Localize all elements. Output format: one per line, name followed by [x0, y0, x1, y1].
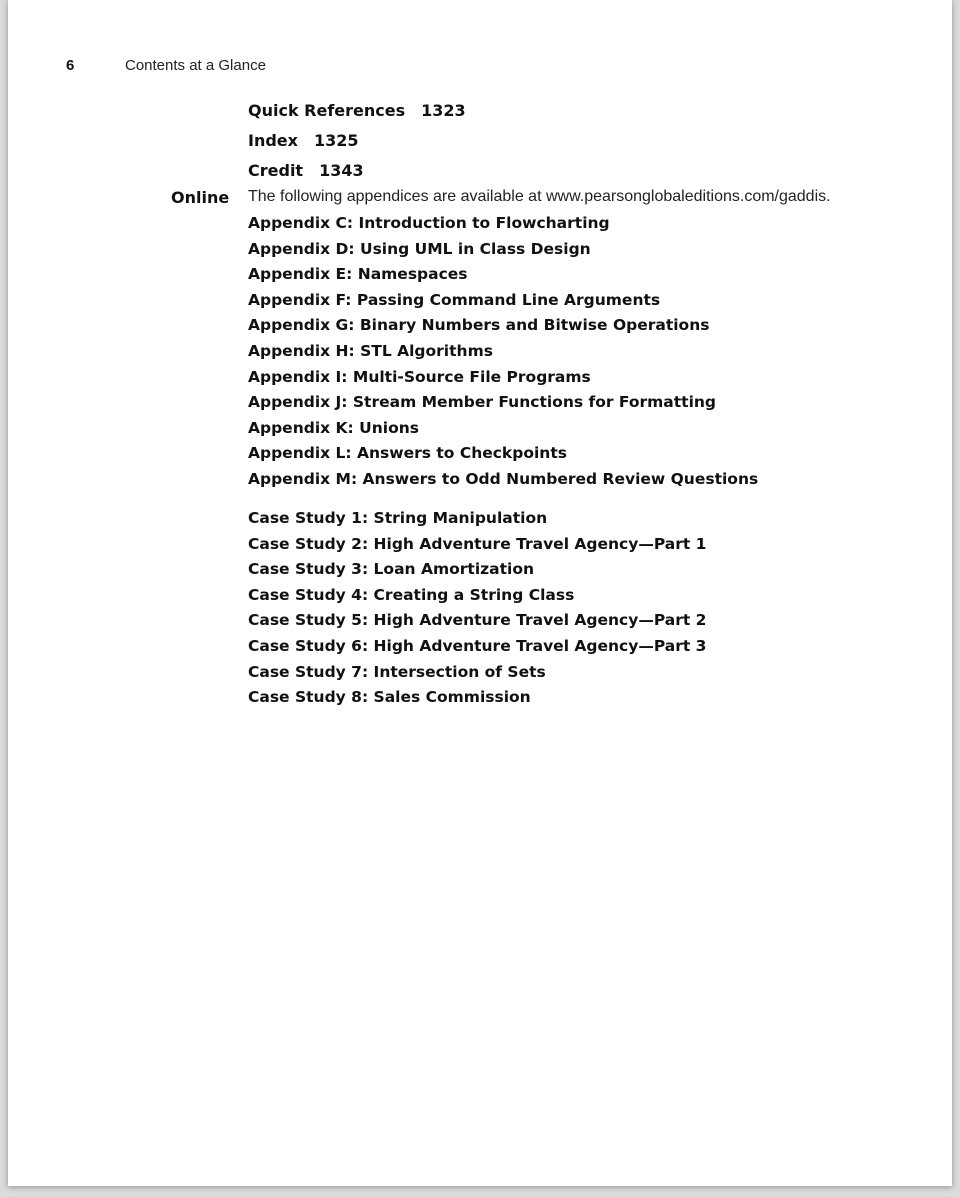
toc-entry-quick-references [248, 101, 466, 120]
document-page [8, 0, 952, 1186]
case-study-item: Case Study 8: Sales Commission [248, 688, 531, 707]
appendix-item: Appendix J: Stream Member Functions for Formatting [248, 393, 717, 412]
toc-entry-page: 1323 [421, 101, 466, 120]
appendix-item: Appendix I: Multi-Source File Programs [248, 367, 591, 386]
case-study-item: Case Study 5: High Adventure Travel Agency—Part 2 [248, 611, 707, 630]
appendix-list [248, 211, 758, 493]
toc-entry-index [248, 131, 359, 150]
appendix-item: Appendix D: Using UML in Class Design [248, 239, 591, 258]
appendix-item: Appendix F: Passing Command Line Arguments [248, 290, 661, 309]
case-study-item: Case Study 7: Intersection of Sets [248, 662, 546, 681]
appendix-item: Appendix L: Answers to Checkpoints [248, 444, 567, 463]
case-study-item: Case Study 4: Creating a String Class [248, 585, 575, 604]
appendix-item: Appendix H: STL Algorithms [248, 341, 493, 360]
online-description: The following appendices are available at www.pearsonglobaleditions.com/gaddis. [248, 188, 831, 205]
appendix-item: Appendix E: Namespaces [248, 265, 468, 284]
case-study-item: Case Study 2: High Adventure Travel Agency—Part 1 [248, 534, 707, 553]
case-study-item: Case Study 1: String Manipulation [248, 509, 548, 527]
running-head-title: Contents at a Glance [125, 57, 266, 74]
online-label: Online [171, 188, 230, 207]
appendix-item: Appendix K: Unions [248, 418, 419, 437]
case-study-list [248, 506, 706, 711]
toc-entry-label: Quick References [248, 101, 406, 120]
appendix-item: Appendix M: Answers to Odd Numbered Review Questions [248, 469, 759, 488]
case-study-item: Case Study 6: High Adventure Travel Agency—Part 3 [248, 636, 707, 655]
appendix-item: Appendix G: Binary Numbers and Bitwise Operations [248, 316, 710, 335]
toc-entry-label: Credit [248, 161, 304, 180]
toc-entry-page: 1343 [319, 161, 364, 180]
toc-entry-credit [248, 161, 364, 180]
toc-entry-page: 1325 [313, 131, 359, 150]
case-study-item: Case Study 3: Loan Amortization [248, 560, 535, 579]
toc-entry-label: Index [248, 131, 298, 150]
appendix-item: Appendix C: Introduction to Flowcharting [248, 214, 610, 232]
running-head [8, 57, 952, 77]
page-number: 6 [66, 57, 75, 74]
